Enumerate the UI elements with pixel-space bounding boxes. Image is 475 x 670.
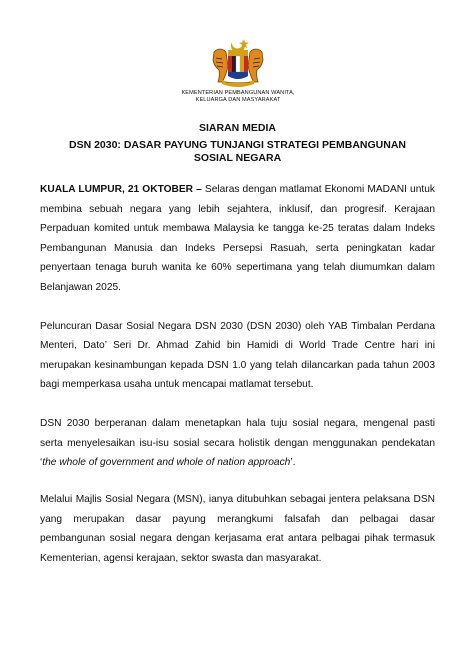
dateline: KUALA LUMPUR, 21 OKTOBER –	[40, 184, 202, 195]
coat-of-arms-icon	[208, 36, 268, 88]
ministry-line-2: KELUARGA DAN MASYARAKAT	[195, 97, 281, 103]
paragraph-2: Peluncuran Dasar Sosial Negara DSN 2030 (DSN 2030) oleh YAB Timbalan Perdana Menteri, Dato’ Seri Dr. Ahmad Zahid bin Hamidi di World Trade Centre hari ini merupakan kesinambungan kepada DSN 1.0 yang telah dilancarkan pada tahun 2003 bagi memperkasa usaha untuk mencapai matlamat tersebut.	[40, 321, 435, 390]
paragraph-1	[40, 180, 435, 297]
document-title-line-1: DSN 2030: DASAR PAYUNG TUNJANGI STRATEGI PEMBANGUNAN	[68, 139, 406, 151]
paragraph-1-body: Selaras dengan matlamat Ekonomi MADANI untuk membina sebuah negara yang lebih sejahtera, inklusif, dan progresif. Kerajaan Perpaduan komited untuk membawa Malaysia ke tangga ke-25 teratas dalam Indeks Pembangunan Manusia dan Indeks Persepsi Rasuah, serta peningkatan kadar penyertaan tenaga buruh wanita ke 60% sepertimana yang telah diumumkan dalam Belanjawan 2025.	[40, 184, 435, 293]
ministry-name	[160, 90, 316, 104]
document-title-line-2: SOSIAL NEGARA	[193, 152, 282, 164]
document-heading: SIARAN MEDIA	[198, 122, 276, 134]
ministry-line-1: KEMENTERIAN PEMBANGUNAN WANITA,	[181, 90, 295, 96]
paragraph-3	[40, 414, 435, 473]
paragraph-3-body: DSN 2030 berperanan dalam menetapkan hala tuju sosial negara, mengenal pasti serta menyelesaikan isu-isu sosial secara holistik dengan menggunakan pendekatan ‘	[40, 418, 435, 468]
paragraph-4: Melalui Majlis Sosial Negara (MSN), ianya ditubuhkan sebagai jentera pelaksana DSN yang merupakan dasar payung merangkumi falsafah dan pelbagai dasar pembangunan sosial negara dengan kerjasama erat antara pelbagai pihak termasuk Kementerian, agensi kerajaan, sektor swasta dan masyarakat.	[40, 494, 435, 564]
paragraph-3-end: ’.	[290, 457, 296, 468]
paragraph-3-quote: the whole of government and whole of nation approach	[42, 457, 291, 468]
